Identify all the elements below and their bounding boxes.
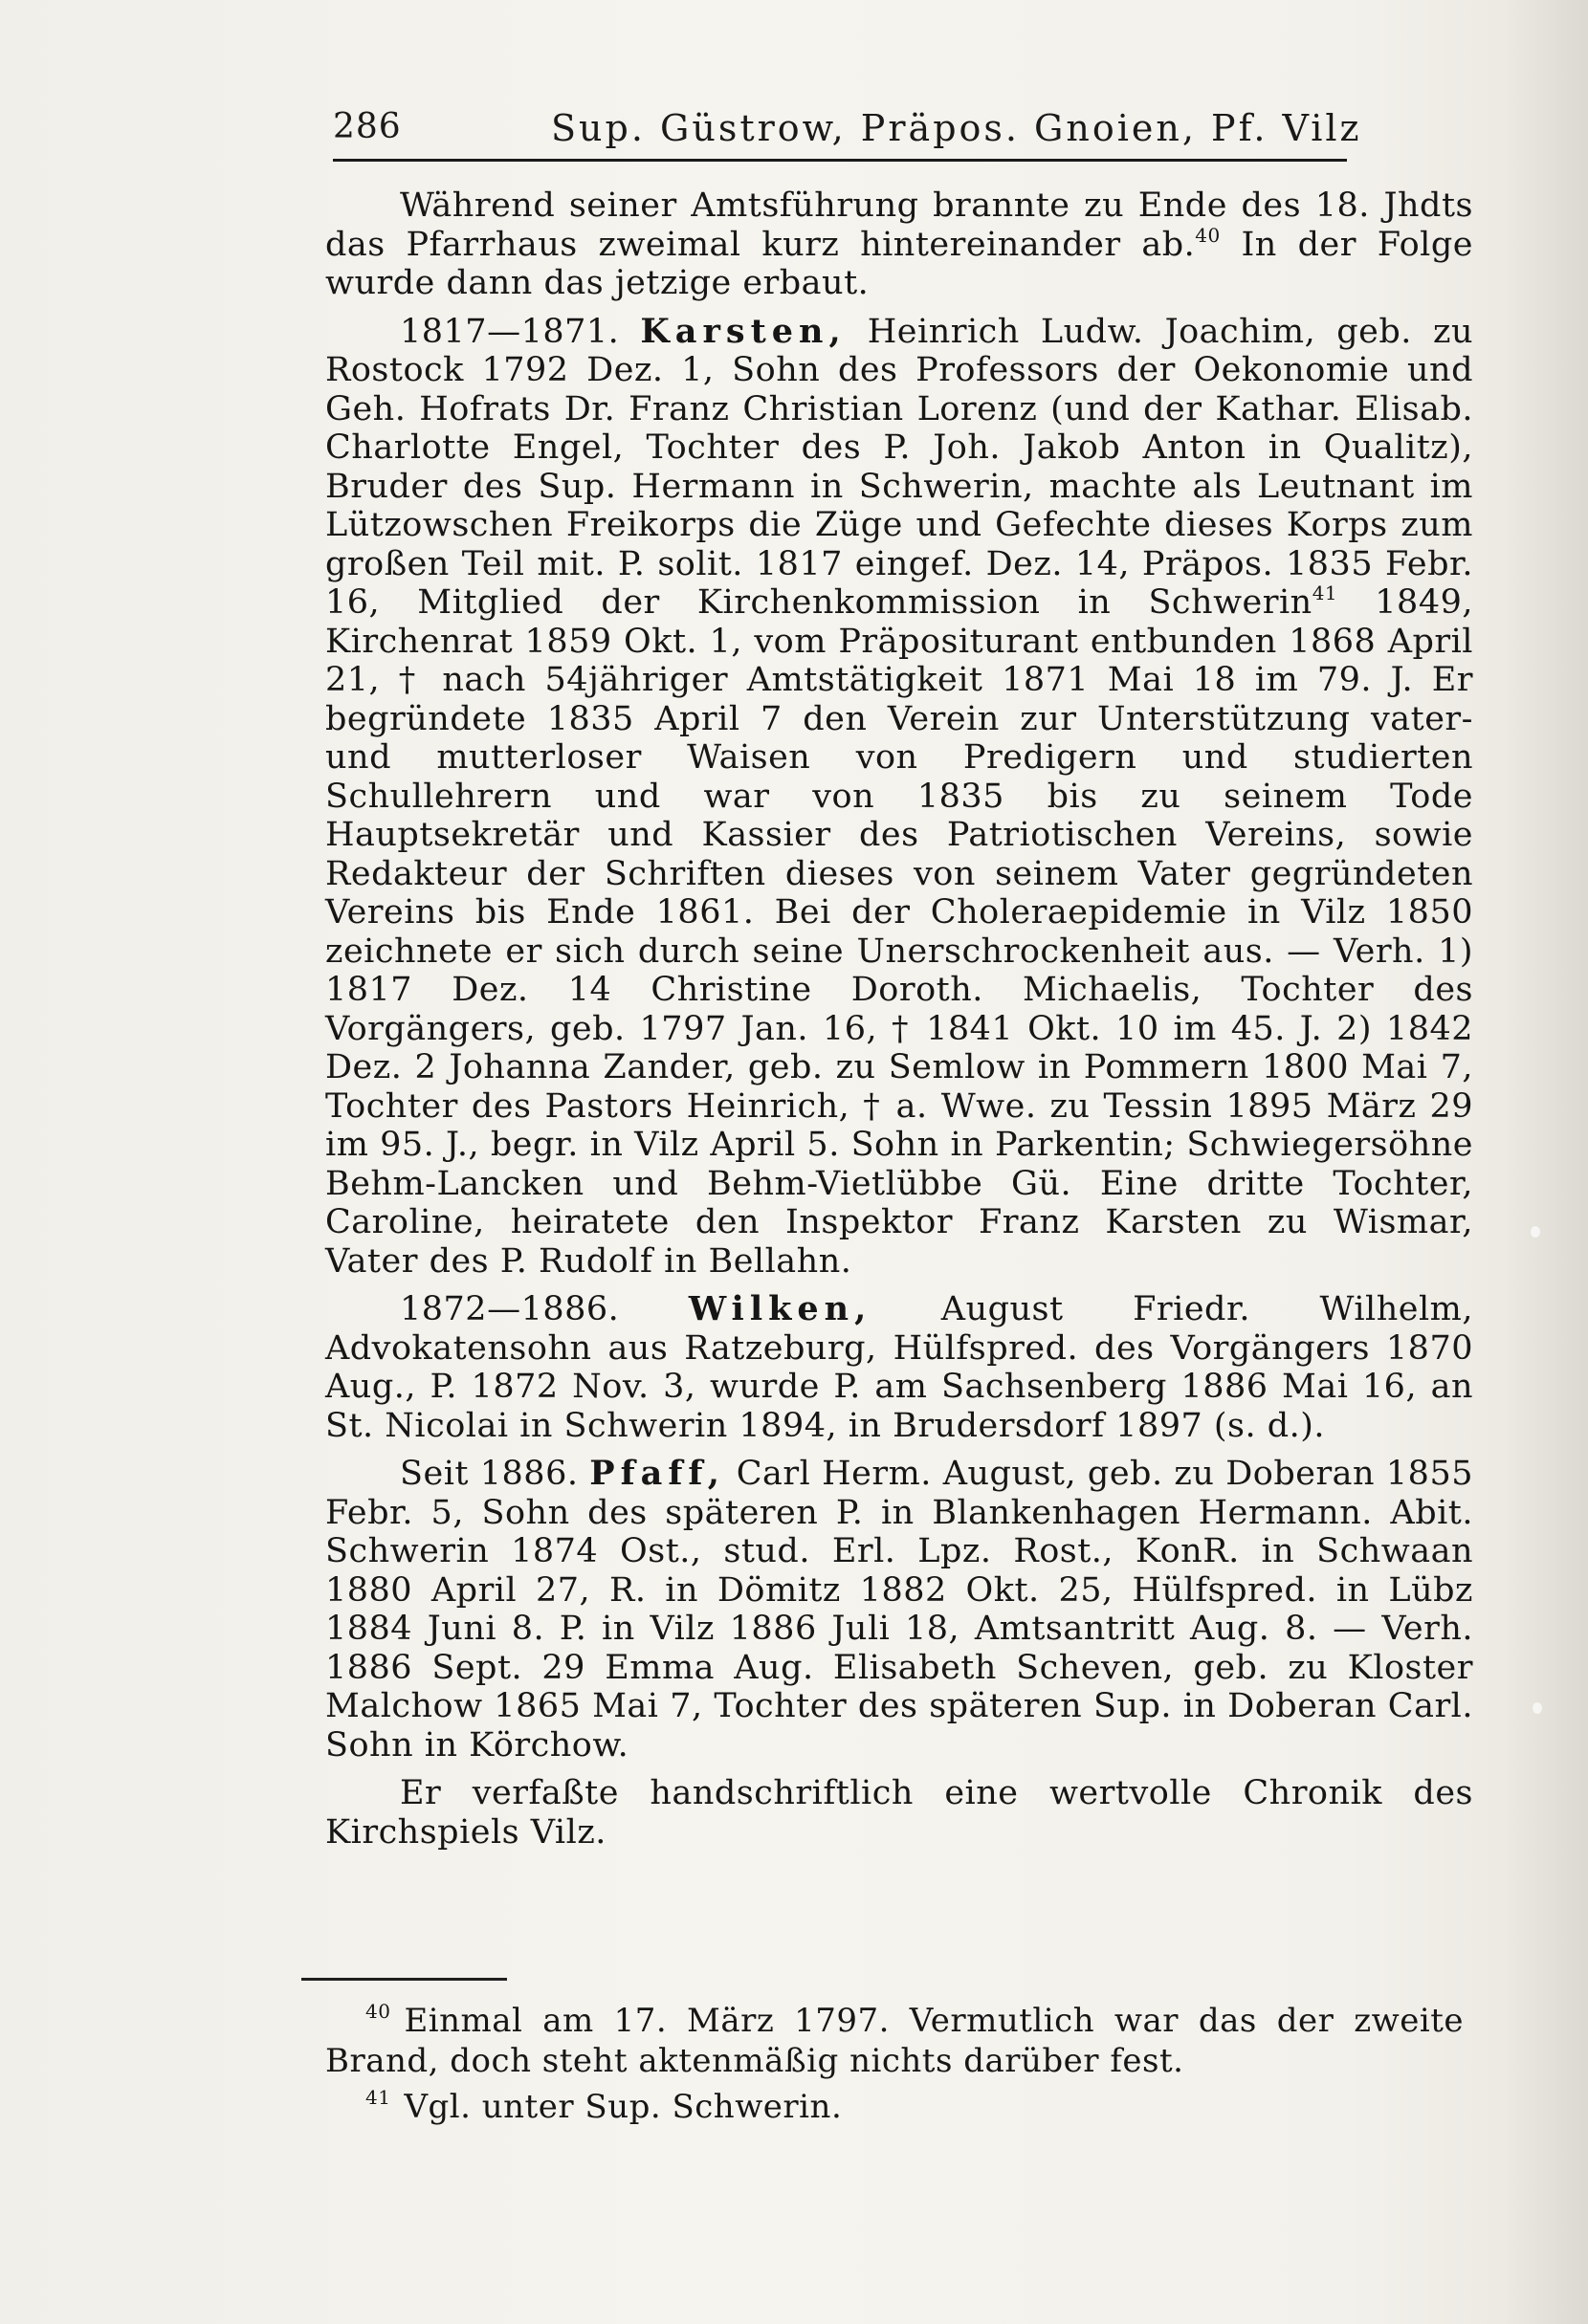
entry-wilken [325, 1290, 1473, 1445]
entry-pfaff [325, 1455, 1473, 1765]
running-title: Sup. Güstrow, Präpos. Gnoien, Pf. Vilz [551, 107, 1362, 149]
entry-dates: 1817—1871. [400, 312, 620, 351]
entry-text: Carl Herm. August, geb. zu Doberan 1855 Febr. 5, Sohn des späteren P. in Blankenhagen Hermann. Abit. Schwerin 1874 Ost., stud. Erl. Lpz. Rost., KonR. in Schwaan 1880 April 27, R. in Dömitz 1882 Okt. 25, Hülfspred. in Lübz 1884 Juni 8. P. in Vilz 1886 Juli 18, Amtsantritt Aug. 8. — Verh. 1886 Sept. 29 Emma Aug. Elisabeth Scheven, geb. zu Kloster Malchow 1865 Mai 7, Tochter des späteren Sup. in Doberan Carl. Sohn in Körchow. [325, 1455, 1473, 1765]
entry-name: Wilken, [688, 1289, 872, 1328]
paragraph-fire [325, 186, 1473, 303]
page-header [333, 103, 1362, 162]
entry-name: Pfaff, [589, 1454, 725, 1493]
entry-text: Heinrich Ludw. Joachim, geb. zu Rostock 1792 Dez. 1, Sohn des Professors der Oekonomie und Geh. Hofrats Dr. Franz Christian Lorenz (und der Kathar. Elisab. Charlotte Engel, Tochter des P. Joh. Jakob Anton in Qualitz), Bruder des Sup. Hermann in Schwerin, machte als Leutnant im Lützowschen Freikorps die Züge und Gefechte dieses Korps zum großen Teil mit. P. solit. 1817 eingef. Dez. 14, Präpos. 1835 Febr. 16, Mitglied der Kirchenkommission in Schwerin [325, 312, 1473, 622]
page-number: 286 [333, 107, 402, 146]
paragraph-text: In der Folge wurde dann das jetzige erbaut. [325, 225, 1473, 302]
entry-karsten [325, 313, 1473, 1282]
footnote-ref-40: 40 [1195, 223, 1221, 247]
paragraph-text: Während seiner Amtsführung brannte zu Ende des 18. Jhdts das Pfarrhaus zweimal kurz hintereinander ab. [325, 186, 1473, 264]
entry-text: 1849, Kirchenrat 1859 Okt. 1, vom Präpositurant entbunden 1868 April 21, † nach 54jähriger Amtstätigkeit 1871 Mai 18 im 79. J. Er begründete 1835 April 7 den Verein zur Unterstützung vater- und mutterloser Waisen von Predigern und studierten Schullehrern und war von 1835 bis zu seinem Tode Hauptsekretär und Kassier des Patriotischen Vereins, sowie Redakteur der Schriften dieses von seinem Vater gegründeten Vereins bis Ende 1861. Bei der Choleraepidemie in Vilz 1850 zeichnete er sich durch seine Unerschrockenheit aus. — Verh. 1) 1817 Dez. 14 Christine Doroth. Michaelis, Tochter des Vorgängers, geb. 1797 Jan. 16, † 1841 Okt. 10 im 45. J. 2) 1842 Dez. 2 Johanna Zander, geb. zu Semlow in Pommern 1800 Mai 7, Tochter des Pastors Heinrich, † a. Wwe. zu Tessin 1895 März 29 im 95. J., begr. in Vilz April 5. Sohn in Parkentin; Schwiegersöhne Behm-Lancken und Behm-Vietlübbe Gü. Eine dritte Tochter, Caroline, heiratete den Inspektor Franz Karsten zu Wismar, Vater des P. Rudolf in Bellahn. [325, 583, 1473, 1281]
footnotes [325, 2001, 1464, 2133]
binding-shadow [1502, 0, 1588, 2324]
footnote-ref-41: 41 [1312, 581, 1338, 604]
scan-speck [1531, 1226, 1540, 1238]
paragraph-chronicle [325, 1774, 1473, 1852]
entry-text: August Friedr. Wilhelm, Advokatensohn aus Ratzeburg, Hülfspred. des Vorgängers 1870 Aug., P. 1872 Nov. 3, wurde P. am Sachsenberg 1886 Mai 16, an St. Nicolai in Schwerin 1894, in Brudersdorf 1897 (s. d.). [325, 1290, 1473, 1445]
main-text [325, 186, 1473, 1861]
footnote-41 [325, 2087, 1464, 2127]
footnote-text: Vgl. unter Sup. Schwerin. [404, 2088, 843, 2126]
paragraph-text: Er verfaßte handschriftlich eine wertvolle Chronik des Kirchspiels Vilz. [325, 1774, 1473, 1852]
footnote-rule [301, 1978, 507, 1981]
entry-name: Karsten, [640, 311, 847, 351]
entry-dates: 1872—1886. [400, 1290, 620, 1328]
scan-speck [1533, 1702, 1542, 1714]
footnote-40 [325, 2001, 1464, 2081]
footnote-number: 40 [365, 2000, 391, 2023]
entry-dates: Seit 1886. [400, 1455, 579, 1493]
footnote-number: 41 [365, 2086, 391, 2109]
footnote-text: Einmal am 17. März 1797. Vermutlich war das der zweite Brand, doch steht aktenmäßig nichts darüber fest. [325, 2002, 1464, 2080]
